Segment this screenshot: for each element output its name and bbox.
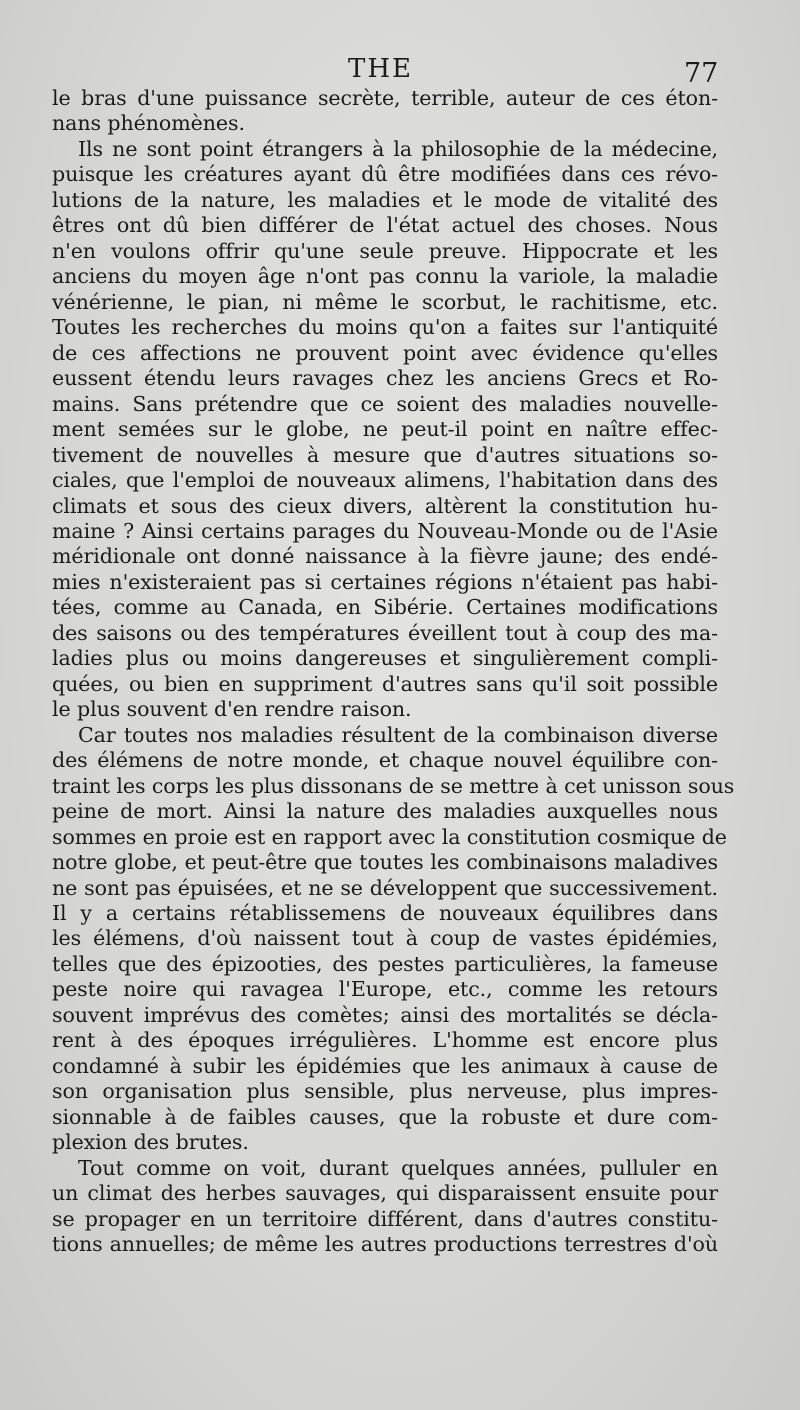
text-line: mies n'existeraient pas si certaines régions n'étaient pas habi- <box>52 569 718 594</box>
text-line: puisque les créatures ayant dû être modifiées dans ces révo- <box>52 162 718 187</box>
text-line: plexion des brutes. <box>52 1130 249 1155</box>
paragraph <box>52 722 735 1156</box>
text-line: maine ? Ainsi certains parages du Nouveau-Monde ou de l'Asie <box>52 518 718 543</box>
text-line: un climat des herbes sauvages, qui disparaissent ensuite pour <box>52 1181 718 1206</box>
text-line: des élémens de notre monde, et chaque nouvel équilibre con- <box>52 748 718 773</box>
text-line: telles que des épizooties, des pestes particulières, la fameuse <box>52 951 718 976</box>
body-text <box>52 86 735 1258</box>
text-line: son organisation plus sensible, plus nerveuse, plus impres- <box>52 1079 718 1104</box>
text-line: ne sont pas épuisées, et ne se développent que successivement. <box>52 875 718 900</box>
text-line: lutions de la nature, les maladies et le mode de vitalité des <box>52 187 718 212</box>
text-line: mains. Sans prétendre que ce soient des maladies nouvelle- <box>52 391 718 416</box>
text-line: vénérienne, le pian, ni même le scorbut, le rachitisme, etc. <box>52 289 718 314</box>
text-line: méridionale ont donné naissance à la fièvre jaune; des endé- <box>52 544 718 569</box>
running-head: THE <box>348 54 413 84</box>
text-line: n'en voulons offrir qu'une seule preuve. Hippocrate et les <box>52 238 718 263</box>
text-line: se propager en un territoire différent, dans d'autres constitu- <box>52 1206 718 1231</box>
text-line: traint les corps les plus dissonans de se mettre à cet unisson sous <box>52 773 735 798</box>
text-line: les élémens, d'où naissent tout à coup de vastes épidémies, <box>52 926 718 951</box>
text-line: condamné à subir les épidémies que les animaux à cause de <box>52 1053 718 1078</box>
text-line: sommes en proie est en rapport avec la constitution cosmique de <box>52 824 727 849</box>
text-line: tions annuelles; de même les autres productions terrestres d'où <box>52 1232 718 1257</box>
text-line: eussent étendu leurs ravages chez les anciens Grecs et Ro- <box>52 366 718 391</box>
text-line: peste noire qui ravagea l'Europe, etc., comme les retours <box>52 977 718 1002</box>
text-line: ladies plus ou moins dangereuses et singulièrement compli- <box>52 646 718 671</box>
text-line: climats et sous des cieux divers, altèrent la constitution hu- <box>52 493 718 518</box>
text-line: tivement de nouvelles à mesure que d'autres situations so- <box>52 442 718 467</box>
text-line: le plus souvent d'en rendre raison. <box>52 697 412 722</box>
text-line: nans phénomènes. <box>52 111 245 136</box>
text-line: notre globe, et peut-être que toutes les combinaisons maladives <box>52 850 718 875</box>
text-line: Car toutes nos maladies résultent de la combinaison diverse <box>78 722 718 747</box>
text-line: Toutes les recherches du moins qu'on a faites sur l'antiquité <box>52 315 718 340</box>
text-line: ment semées sur le globe, ne peut-il point en naître effec- <box>52 417 718 442</box>
paragraph <box>52 1156 718 1258</box>
text-line: Il y a certains rétablissemens de nouveaux équilibres dans <box>52 901 718 925</box>
text-line: êtres ont dû bien différer de l'état actuel des choses. Nous <box>52 213 718 238</box>
paragraph <box>52 137 718 723</box>
page-number: 77 <box>684 58 719 89</box>
text-line: de ces affections ne prouvent point avec évidence qu'elles <box>52 340 718 365</box>
text-line: le bras d'une puissance secrète, terrible, auteur de ces éton- <box>52 86 718 110</box>
text-line: Tout comme on voit, durant quelques années, pulluler en <box>78 1155 718 1180</box>
text-line: quées, ou bien en suppriment d'autres sans qu'il soit possible <box>52 671 718 696</box>
text-line: rent à des époques irrégulières. L'homme est encore plus <box>52 1028 718 1053</box>
text-line: Ils ne sont point étrangers à la philosophie de la médecine, <box>78 136 718 161</box>
paragraph <box>52 86 718 137</box>
text-line: sionnable à de faibles causes, que la robuste et dure com- <box>52 1104 718 1129</box>
text-line: souvent imprévus des comètes; ainsi des mortalités se décla- <box>52 1002 718 1027</box>
text-line: des saisons ou des températures éveillent tout à coup des ma- <box>52 620 718 645</box>
text-line: anciens du moyen âge n'ont pas connu la variole, la maladie <box>52 264 718 289</box>
text-line: ciales, que l'emploi de nouveaux alimens, l'habitation dans des <box>52 468 718 493</box>
text-line: tées, comme au Canada, en Sibérie. Certaines modifications <box>52 595 718 620</box>
text-line: peine de mort. Ainsi la nature des maladies auxquelles nous <box>52 799 718 824</box>
